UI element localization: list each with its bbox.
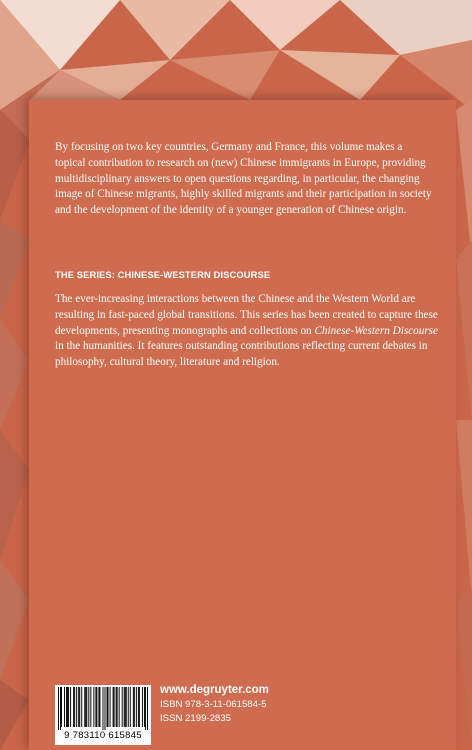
barcode-bar — [142, 687, 143, 727]
barcode-bar — [108, 687, 109, 727]
barcode-bar — [95, 687, 96, 727]
publisher-block — [160, 683, 269, 726]
barcode-bar — [117, 687, 118, 727]
barcode-bar — [139, 687, 140, 727]
barcode-bar — [113, 687, 114, 727]
barcode-bar — [126, 687, 127, 727]
barcode-bars — [58, 687, 148, 730]
barcode-bar — [128, 687, 129, 727]
barcode-bar — [60, 687, 61, 730]
barcode-bar — [79, 687, 80, 727]
barcode-bar — [96, 687, 97, 727]
barcode-bar — [66, 687, 67, 727]
series-description — [55, 292, 440, 371]
barcode-bar — [68, 687, 69, 727]
series-heading: THE SERIES: CHINESE-WESTERN DISCOURSE — [55, 269, 271, 280]
barcode-bar — [136, 687, 137, 727]
barcode-bar — [130, 687, 131, 727]
barcode-bar — [133, 687, 134, 727]
isbn-number: ISBN 978-3-11-061584-5 — [160, 699, 267, 710]
barcode-bar — [125, 687, 126, 727]
barcode-bar — [70, 687, 71, 727]
barcode-bar — [119, 687, 120, 727]
barcode-bar — [86, 687, 87, 727]
barcode-bar — [124, 687, 125, 727]
barcode-bar — [110, 687, 111, 727]
barcode-bar — [98, 687, 99, 727]
barcode — [55, 685, 151, 745]
issn-number: ISSN 2199-2835 — [160, 713, 231, 724]
barcode-bar — [114, 687, 115, 727]
series-title-italic: Chinese-Western Discourse — [314, 324, 439, 337]
series-text-after: in the humanities. It features outstanding contributions reflecting current debates in philosophy, cultural theory, literature and religion. — [55, 340, 428, 369]
barcode-bar — [99, 687, 100, 727]
intro-paragraph: By focusing on two key countries, Germany and France, this volume makes a topical contribution to research on (new) Chinese immigrants in Europe, providing multidisciplinary answers to open questions regarding, in particular, the changing image of Chinese migrants, highly skilled migrants and their participation in society and the development of the identity of a younger generation of Chinese origin. — [55, 141, 432, 217]
barcode-bar — [145, 687, 146, 730]
barcode-bar — [102, 687, 103, 730]
barcode-bar — [122, 687, 123, 727]
series-text-before: The ever-increasing interactions between the Chinese and the Western World are resulting in fast-paced global transitions. This series has been created to capture these developments, presenting monographs and collections on — [55, 293, 438, 337]
barcode-bar — [74, 687, 75, 727]
barcode-bar — [147, 687, 148, 730]
barcode-bar — [67, 687, 68, 727]
barcode-bar — [76, 687, 77, 727]
barcode-bar — [107, 687, 108, 727]
barcode-digits: 9 783110 615845 — [64, 730, 142, 741]
barcode-bar — [85, 687, 86, 727]
barcode-bar — [93, 687, 94, 727]
barcode-bar — [88, 687, 89, 727]
barcode-bar — [78, 687, 79, 727]
barcode-bar — [61, 687, 62, 727]
barcode-bar — [81, 687, 82, 727]
barcode-bar — [84, 687, 85, 727]
barcode-bar — [105, 687, 106, 730]
barcode-bar — [73, 687, 74, 727]
barcode-bar — [58, 687, 59, 730]
barcode-bar — [116, 687, 117, 727]
barcode-bar — [90, 687, 91, 727]
publisher-url[interactable]: www.degruyter.com — [160, 684, 269, 696]
barcode-bar — [144, 687, 145, 727]
barcode-bar — [134, 687, 135, 727]
barcode-bar — [138, 687, 139, 727]
barcode-bar — [64, 687, 65, 727]
